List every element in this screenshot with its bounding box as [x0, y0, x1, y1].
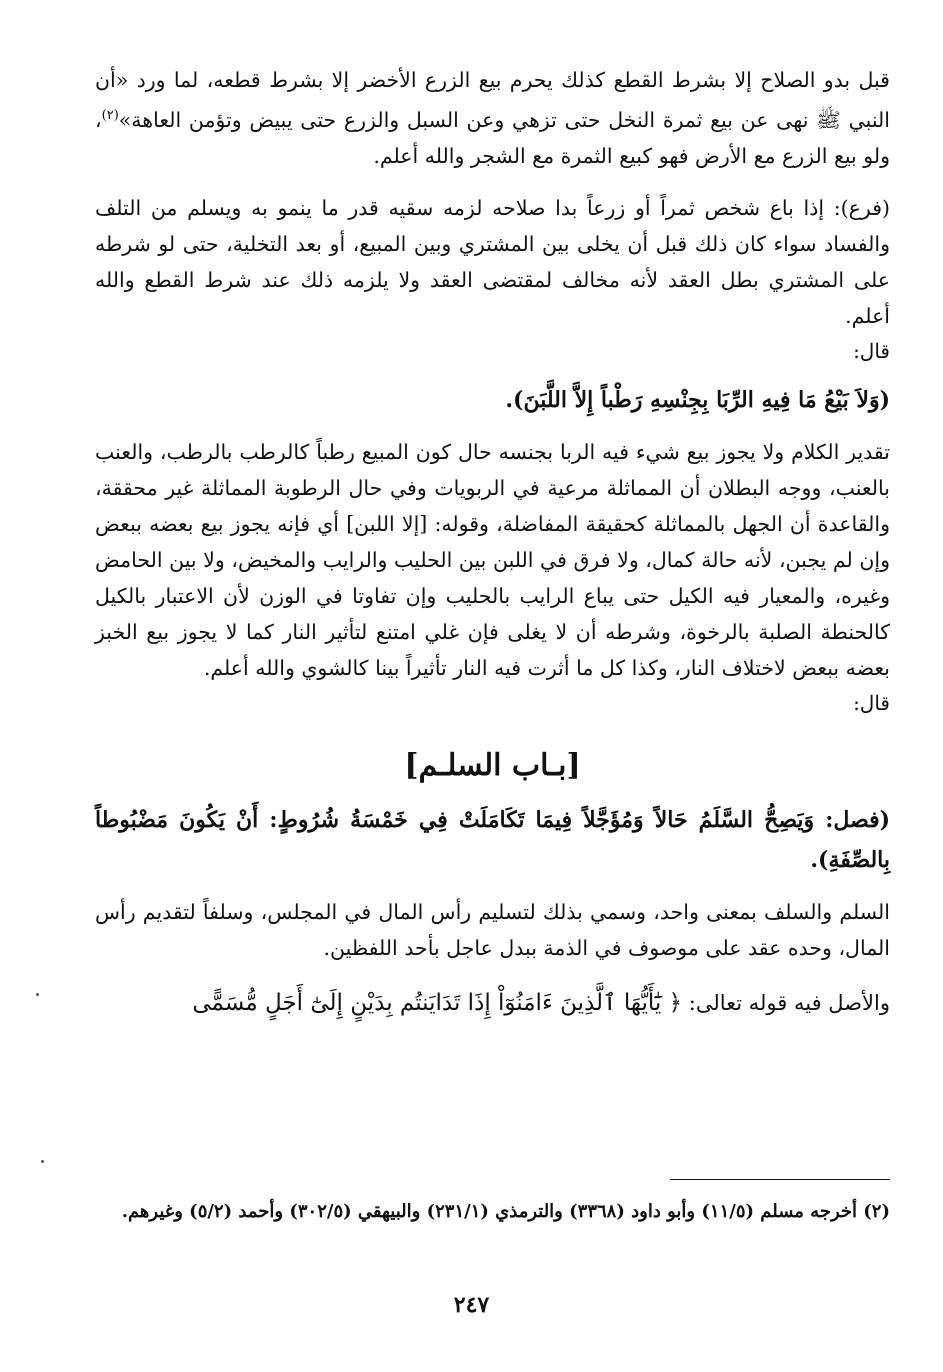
- quran-verse-line: [95, 984, 890, 1022]
- paragraph-1-tail: ، ولو بيع الزرع مع الأرض فهو كبيع الثمرة مع الشجر والله أعلم.: [95, 107, 890, 168]
- footnote: (٢) أخرجه مسلم (١١/٥) وأبو داود (٣٣٦٨) والترمذي (٢٣١/١) والبيهقي (٣٠٢/٥) وأحمد (٥/٢) وغيرهم.: [121, 1201, 890, 1222]
- verse-intro: والأصل فيه قوله تعالى:: [688, 990, 890, 1015]
- footnote-separator: [670, 1179, 890, 1180]
- chapter-heading: [بـاب السلـم]: [404, 747, 581, 783]
- paragraph-1: [95, 62, 890, 174]
- verse-text: ﴿ يَٰٓأَيُّهَا ٱلَّذِينَ ءَامَنُوٓاْ إِذَا تَدَايَنتُم بِدَيْنٍ إِلَىٰٓ أَجَلٍ مُّسَمًّى: [192, 989, 683, 1016]
- qal-label-2: قال:: [853, 690, 890, 715]
- scan-speck: [41, 1160, 44, 1163]
- paragraph-1-text: قبل بدو الصلاح إلا بشرط القطع كذلك يحرم بيع الزرع الأخضر إلا بشرط قطعه، لما ورد «أن النبي ﷺ نهى عن بيع ثمرة النخل حتى تزهي وعن السبل والزرع حتى يبيض وتؤمن العاهة»: [95, 68, 890, 132]
- paragraph-commentary: تقدير الكلام ولا يجوز بيع شيء فيه الربا بجنسه حال كون المبيع رطباً كالرطب بالرطب، والعنب بالعنب، ووجه البطلان أن المماثلة مرعية في الربويات وفي حال الرطوبة المماثلة غير محققة، والقاعدة أن الجهل بالمماثلة كحقيقة المفاضلة، وقوله: [إلا اللبن] أي فإنه يجوز بيع بعضه ببعض وإن لم يجبن، لأنه حالة كمال، ولا فرق في اللبن بين الحليب والرايب والمخيض، ولا بين الحامض وغيره، والمعيار فيه الكيل حتى يباع الرايب بالحليب وإن تفاوتا في الوزن لأن الاعتبار بالكيل كالحنطة الصلبة بالرخوة، وشرطه أن لا يغلى فإن غلي امتنع لتأثير النار كما لا يجوز بيع الخبز بعضه ببعض لاختلاف النار، وكذا كل ما أثرت فيه النار تأثيراً بينا كالشوي والله أعلم.: [95, 439, 890, 680]
- matn-text-2: (فصل: وَيَصِحُّ السَّلَمُ حَالاً وَمُؤَجَّلاً فِيمَا تَكَامَلَتْ فِي خَمْسَةُ شُرُوطٍ: أَنْ يَكُونَ مَضْبُوطاً بِالصِّفَةِ).: [95, 806, 890, 873]
- page-body: [95, 62, 890, 1022]
- paragraph-far: (فرع): إذا باع شخص ثمراً أو زرعاً بدا صلاحه لزمه سقيه قدر ما ينمو به ويسلم من التلف والفساد سواء كان ذلك قبل أن يخلى بين المشتري وبين المبيع، أو بعد التخلية، حتى لو شرطه على المشتري بطل العقد لأنه مخالف لمقتضى العقد ولا يلزمه ذلك عند شرط القطع والله أعلم.: [95, 195, 890, 328]
- scan-speck: [36, 993, 39, 996]
- page-number: ٢٤٧: [453, 1292, 490, 1318]
- footnote-reference[interactable]: (٢): [101, 108, 119, 123]
- matn-text-1: (وَلاَ بَيْعُ مَا فِيهِ الرِّبَا بِجِنْسِهِ رَطْباً إِلاَّ اللَّبَنَ).: [505, 386, 890, 413]
- qal-label-1: قال:: [853, 338, 890, 363]
- paragraph-salam-definition: السلم والسلف بمعنى واحد، وسمي بذلك لتسليم رأس المال في المجلس، وسلفاً لتقديم رأس المال، وحده عقد على موصوف في الذمة ببدل عاجل بأحد اللفظين.: [95, 899, 890, 960]
